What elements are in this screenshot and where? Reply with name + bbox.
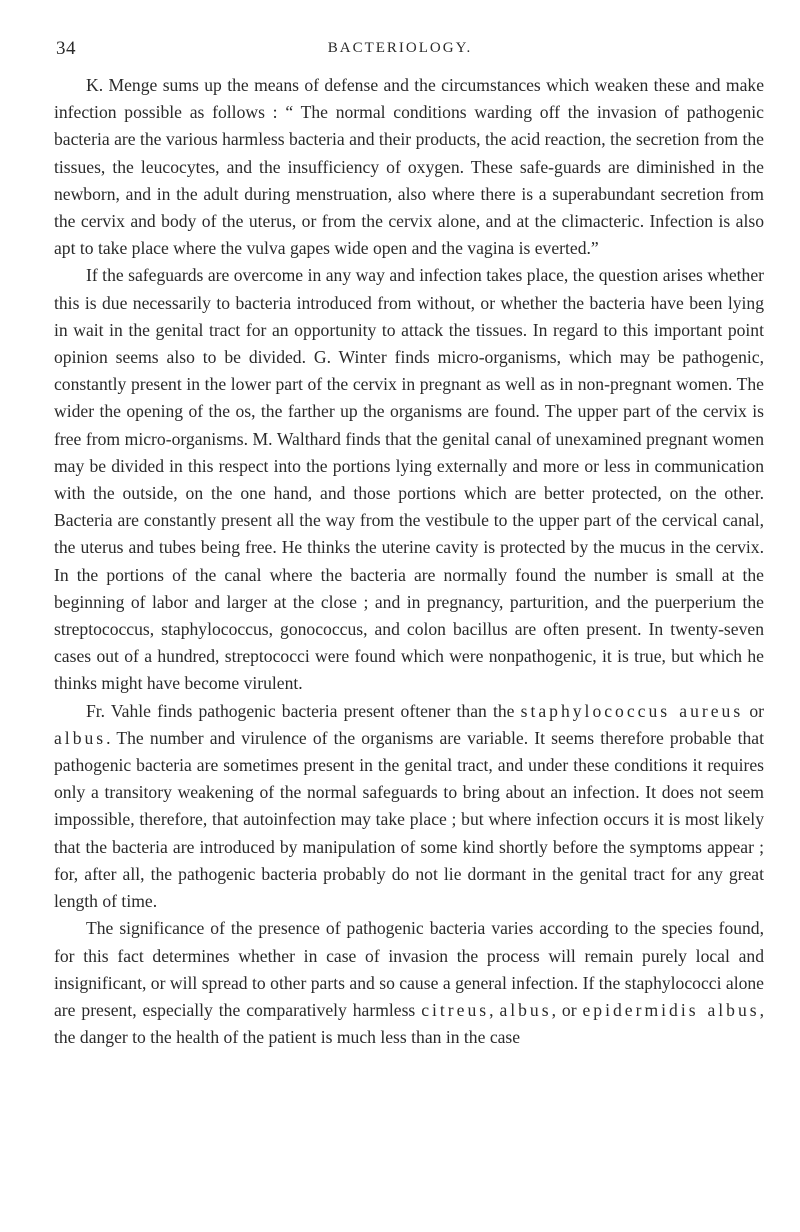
paragraph-text: , xyxy=(489,999,500,1020)
paragraph-vahle xyxy=(54,698,764,916)
page-number: 34 xyxy=(56,38,76,59)
spaced-term: albus xyxy=(54,727,107,748)
paragraph-safeguards xyxy=(54,262,764,697)
running-title: BACTERIOLOGY. xyxy=(327,40,473,56)
body-text xyxy=(54,72,764,1051)
paragraph-significance xyxy=(54,915,764,1051)
paragraph-text: The significance of the presence of pathogenic bacteria varies according to the species found, for this fact determines whether in case of invasion the process will remain purely local and insignificant, or will spread to other parts and so cause a general infection. If the staphylococci alone are present, especially the comparatively harmless xyxy=(54,918,764,1020)
paragraph-text: If the safeguards are overcome in any way and infection takes place, the question arises whether this is due necessarily to bacteria introduced from without, or whether the bacteria have been lying in wait in the genital tract for an opportunity to attack the tissues. In regard to this important point opinion seems also to be divided. G. Winter finds micro-organisms, which may be pathogenic, constantly present in the lower part of the cervix in pregnant as well as in non-pregnant women. The wider the opening of the os, the farther up the organisms are found. The upper part of the cervix is free from micro-organisms. M. Walthard finds that the genital canal of unexamined pregnant women may be divided in this respect into the portions lying externally and more or less in communication with the outside, on the one hand, and those portions which are better protected, on the other. Bacteria are constantly present all the way from the vestibule to the upper part of the cervical canal, the uterus and tubes being free. He thinks the uterine cavity is protected by the mucus in the cervix. In the portions of the canal where the bacteria are normally found the number is small at the beginning of labor and larger at the close ; and in pregnancy, parturition, and the puerperium the streptococcus, staphylococcus, gonococcus, and colon bacillus are often present. In twenty-seven cases out of a hundred, streptococci were found which were nonpathogenic, it is true, but which he thinks might have become virulent. xyxy=(54,265,764,694)
paragraph-text: or xyxy=(743,700,764,721)
spaced-term: albus xyxy=(499,999,552,1020)
spaced-term: epidermidis albus xyxy=(582,999,760,1020)
paragraph-text: K. Menge sums up the means of defense and the circumstances which weaken these and make infection possible as follows : “ The normal conditions warding off the invasion of pathogenic bacteria are the various harmless bacteria and their products, the acid reaction, the secretion from the tissues, the leucocytes, and the insufficiency of oxygen. These safe-guards are diminished in the newborn, and in the adult during menstruation, also where there is a superabundant secretion from the cervix and body of the uterus, or from the cervix alone, and at the climacteric. Infection is also apt to take place where the vulva gapes wide open and the vagina is everted.” xyxy=(54,75,764,259)
running-head xyxy=(40,38,760,62)
paragraph-menge-quote xyxy=(54,72,764,262)
paragraph-text: Fr. Vahle finds pathogenic bacteria present oftener than the xyxy=(86,700,521,721)
paragraph-text: . The number and virulence of the organisms are variable. It seems therefore probable that pathogenic bacteria are sometimes present in the genital tract, and under these conditions it requires only a transitory weakening of the normal safeguards to bring about an infection. It does not seem impossible, therefore, that autoinfection may take place ; but where infection occurs it is most likely that the bacteria are introduced by manipulation of some kind shortly before the symptoms appear ; for, after all, the pathogenic bacteria probably do not lie dormant in the genital tract for any great length of time. xyxy=(54,727,764,912)
paragraph-text: , the danger to the health of the patient is much less than in the case xyxy=(54,999,765,1048)
spaced-term: citreus xyxy=(421,999,490,1020)
spaced-term: staphylococcus aureus xyxy=(520,700,744,721)
paragraph-text: , or xyxy=(551,999,583,1020)
